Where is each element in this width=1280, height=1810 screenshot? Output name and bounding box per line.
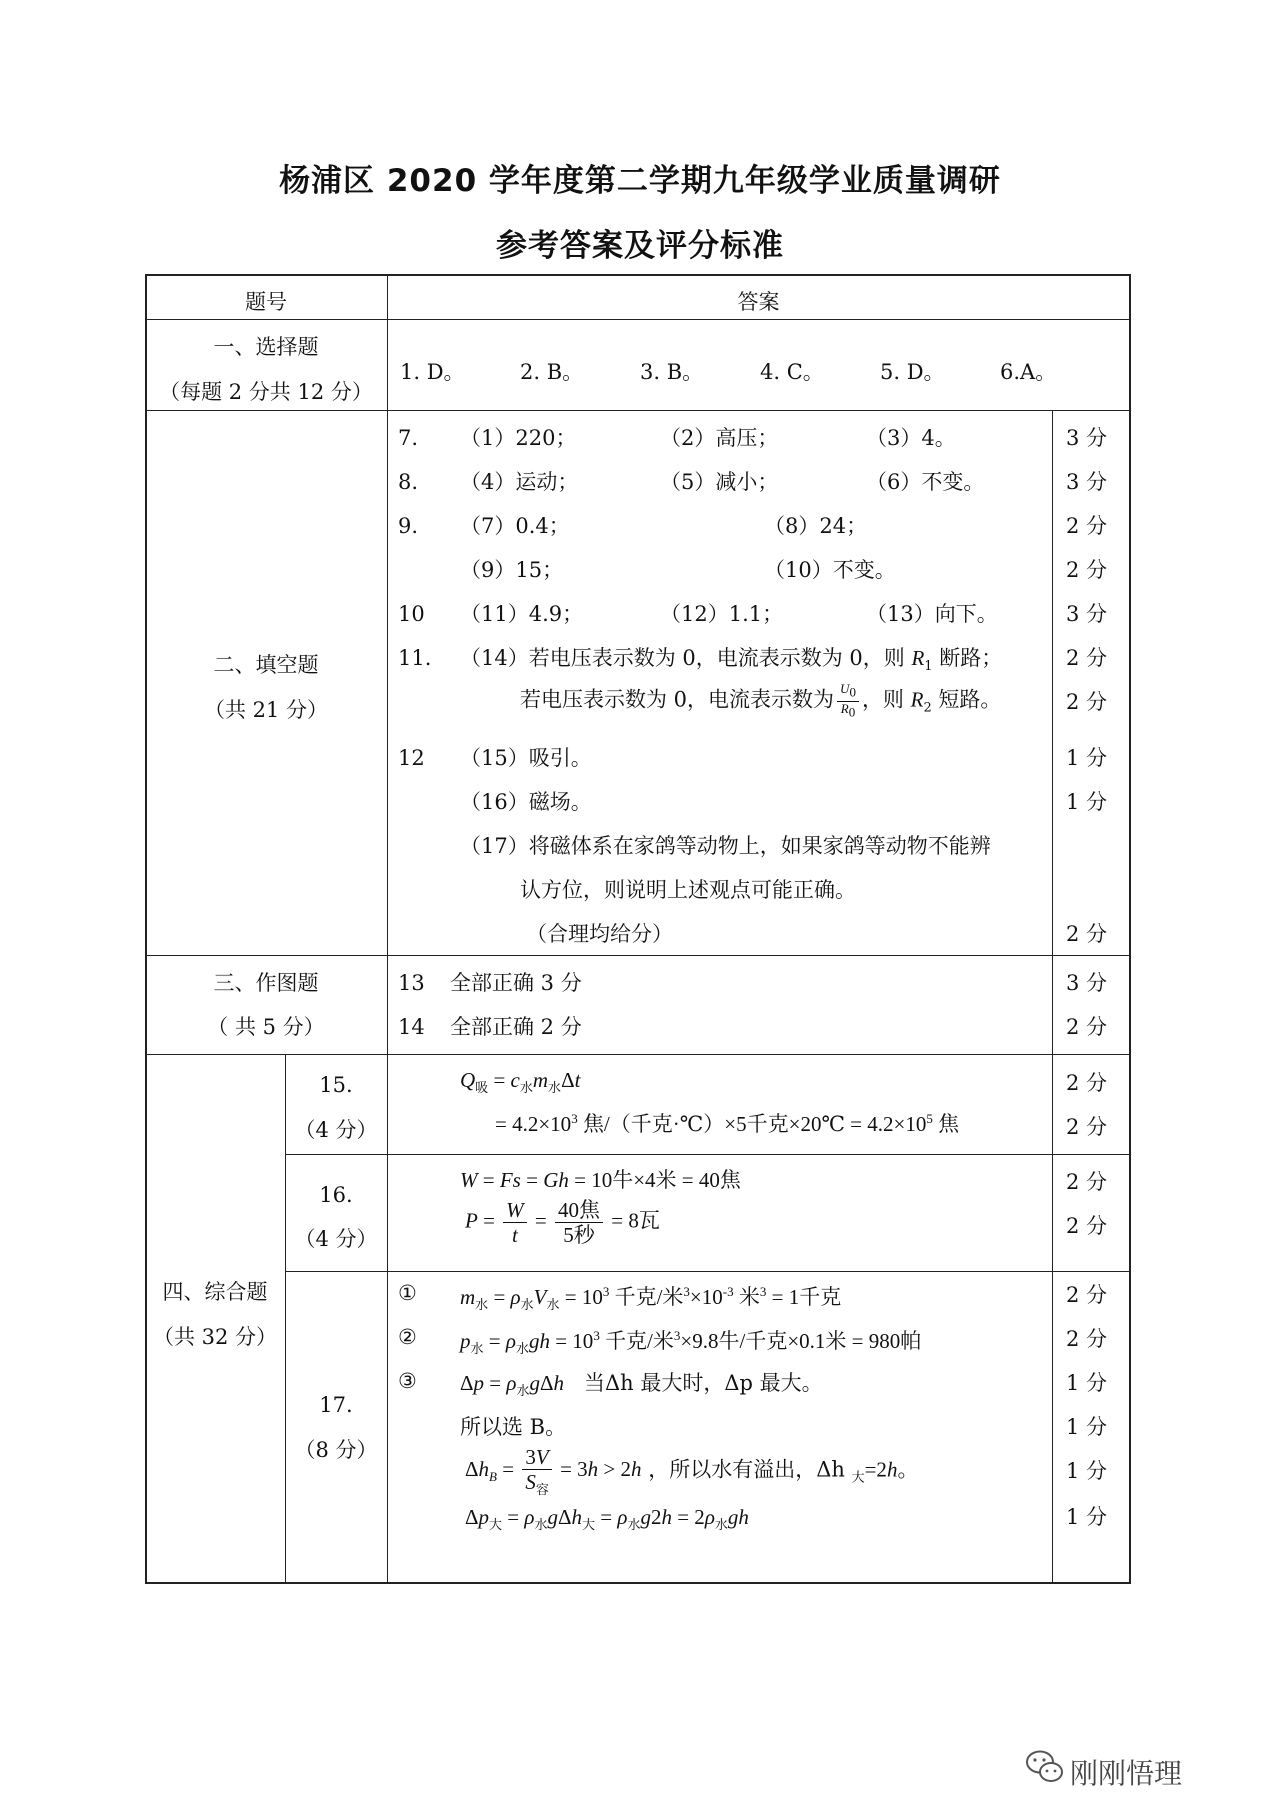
score: 1 分	[1066, 746, 1108, 770]
fill-answer: （13）向下。	[866, 602, 998, 626]
section1-points: （每题 2 分共 12 分）	[159, 380, 373, 404]
section1-name: 一、选择题	[213, 335, 319, 359]
question-points: （4 分）	[294, 1118, 378, 1142]
fill-answer: （9）15；	[460, 558, 564, 582]
section3-name: 三、作图题	[213, 971, 319, 995]
circled-number: ②	[398, 1325, 417, 1349]
fill-answer: （6）不变。	[866, 470, 985, 494]
score: 2 分	[1066, 558, 1108, 582]
section4-name: 四、综合题	[162, 1280, 268, 1304]
score: 1 分	[1066, 1459, 1108, 1483]
fill-answer: （17）将磁体系在家鸽等动物上，如果家鸽等动物不能辨	[460, 834, 991, 858]
formula: W = Fs = Gh = 10牛×4米 = 40焦	[460, 1168, 741, 1192]
header-answer: 答案	[737, 290, 780, 314]
choice-answer: 6.A。	[1000, 360, 1057, 384]
formula: $\Delta h_B$ = $\frac{3V}{S_容}$ = 3h > 2h ，所以水有溢出，Δh $_大$=2h。	[465, 1445, 919, 1498]
score: 2 分	[1066, 1071, 1108, 1095]
question-number: 14	[398, 1015, 425, 1039]
question-number: 16.	[319, 1183, 353, 1207]
choice-answer: 4. C。	[760, 360, 824, 384]
fill-answer: （2）高压；	[660, 426, 779, 450]
score: 3 分	[1066, 602, 1108, 626]
score: 1 分	[1066, 1371, 1108, 1395]
formula: $\Delta p = \rho_水g\Delta h$ 当Δh 最大时，Δp 最大。	[460, 1371, 823, 1399]
score: 2 分	[1066, 922, 1108, 946]
drawing-answer: 全部正确 2 分	[450, 1015, 582, 1039]
question-number: 15.	[319, 1073, 353, 1097]
fill-answer: （16）磁场。	[460, 790, 592, 814]
circled-number: ①	[398, 1281, 417, 1305]
fill-answer: （1）220；	[460, 426, 577, 450]
question-number: 12	[398, 746, 425, 770]
choice-answer: 2. B。	[520, 360, 584, 384]
score: 2 分	[1066, 646, 1108, 670]
score: 1 分	[1066, 1505, 1108, 1529]
score: 2 分	[1066, 1170, 1108, 1194]
score: 2 分	[1066, 1327, 1108, 1351]
fill-answer: （合理均给分）	[526, 922, 673, 946]
wechat-icon	[1025, 1748, 1065, 1786]
page-title: 杨浦区 2020 学年度第二学期九年级学业质量调研	[279, 163, 1001, 199]
formula: $\Delta p_大 = \rho_水g\Delta h_大 = \rho_水g2h = 2\rho_水gh$	[465, 1505, 749, 1533]
formula: $p_水 = \rho_水gh = 10^3$ 千克/米$^3$×9.8牛/千克×0.1米 = 980帕	[460, 1328, 922, 1357]
question-number: 11.	[398, 646, 432, 670]
fill-answer: （10）不变。	[764, 558, 896, 582]
drawing-answer: 全部正确 3 分	[450, 971, 582, 995]
question-number: 7.	[398, 426, 419, 450]
score: 2 分	[1066, 1214, 1108, 1238]
fraction-u0-r0: $\frac{U_0}{R_0}$	[837, 682, 859, 720]
score: 2 分	[1066, 514, 1108, 538]
score: 2 分	[1066, 1115, 1108, 1139]
choice-answer: 3. B。	[640, 360, 704, 384]
fill-answer: 认方位，则说明上述观点可能正确。	[520, 878, 856, 902]
formula: = $4.2\times 10^3$ 焦/（千克·℃）×5千克×20℃ = $4.2\times 10^5$ 焦	[495, 1111, 960, 1136]
question-points: （4 分）	[294, 1227, 378, 1251]
formula: P = $\frac{W}{t}$ = $\frac{\text{40焦}}{\text{5秒}}$ = 8瓦	[465, 1198, 660, 1248]
score: 3 分	[1066, 426, 1108, 450]
choice-answer: 5. D。	[880, 360, 945, 384]
score: 3 分	[1066, 971, 1108, 995]
circled-number: ③	[398, 1369, 417, 1393]
question-number: 13	[398, 971, 425, 995]
header-question-number: 题号	[245, 290, 287, 314]
fill-answer: （5）减小；	[660, 470, 779, 494]
fill-answer: （4）运动；	[460, 470, 579, 494]
score: 2 分	[1066, 1283, 1108, 1307]
fill-answer: （12）1.1；	[660, 602, 784, 626]
question-number: 10	[398, 602, 425, 626]
question-number: 17.	[319, 1393, 353, 1417]
question-number: 8.	[398, 470, 419, 494]
score: 2 分	[1066, 1015, 1108, 1039]
fill-answer: （15）吸引。	[460, 746, 592, 770]
formula: $m_水 = \rho_水V_水 = 10^3$ 千克/米$^3\times 10^{-3}$ 米$^3$ = 1千克	[460, 1284, 842, 1313]
answer-text: 所以选 B。	[460, 1415, 567, 1439]
score: 2 分	[1066, 690, 1108, 714]
fill-answer: （14）若电压表示数为 0，电流表示数为 0，则 $R_1$ 断路；	[460, 646, 1003, 675]
section4-points: （共 32 分）	[152, 1325, 278, 1349]
fill-answer: 若电压表示数为 0，电流表示数为 $\frac{U_0}{R_0}$ ，则 $R_2$ 短路。	[520, 681, 1002, 720]
score: 3 分	[1066, 470, 1108, 494]
question-number: 9.	[398, 514, 419, 538]
fill-answer: （11）4.9；	[460, 602, 584, 626]
fill-answer: （8）24；	[764, 514, 868, 538]
watermark-text: 刚刚悟理	[1070, 1757, 1183, 1790]
formula: $Q_吸 = c_水m_水\Delta t$	[460, 1068, 581, 1096]
section2-points: （共 21 分）	[203, 698, 329, 722]
score: 1 分	[1066, 790, 1108, 814]
score: 1 分	[1066, 1415, 1108, 1439]
question-points: （8 分）	[294, 1438, 378, 1462]
page-subtitle: 参考答案及评分标准	[496, 228, 784, 264]
fill-answer: （7）0.4；	[460, 514, 570, 538]
choice-answer: 1. D。	[400, 360, 465, 384]
section3-points: （ 共 5 分）	[207, 1015, 325, 1039]
section2-name: 二、填空题	[213, 653, 319, 677]
fill-answer: （3）4。	[866, 426, 956, 450]
